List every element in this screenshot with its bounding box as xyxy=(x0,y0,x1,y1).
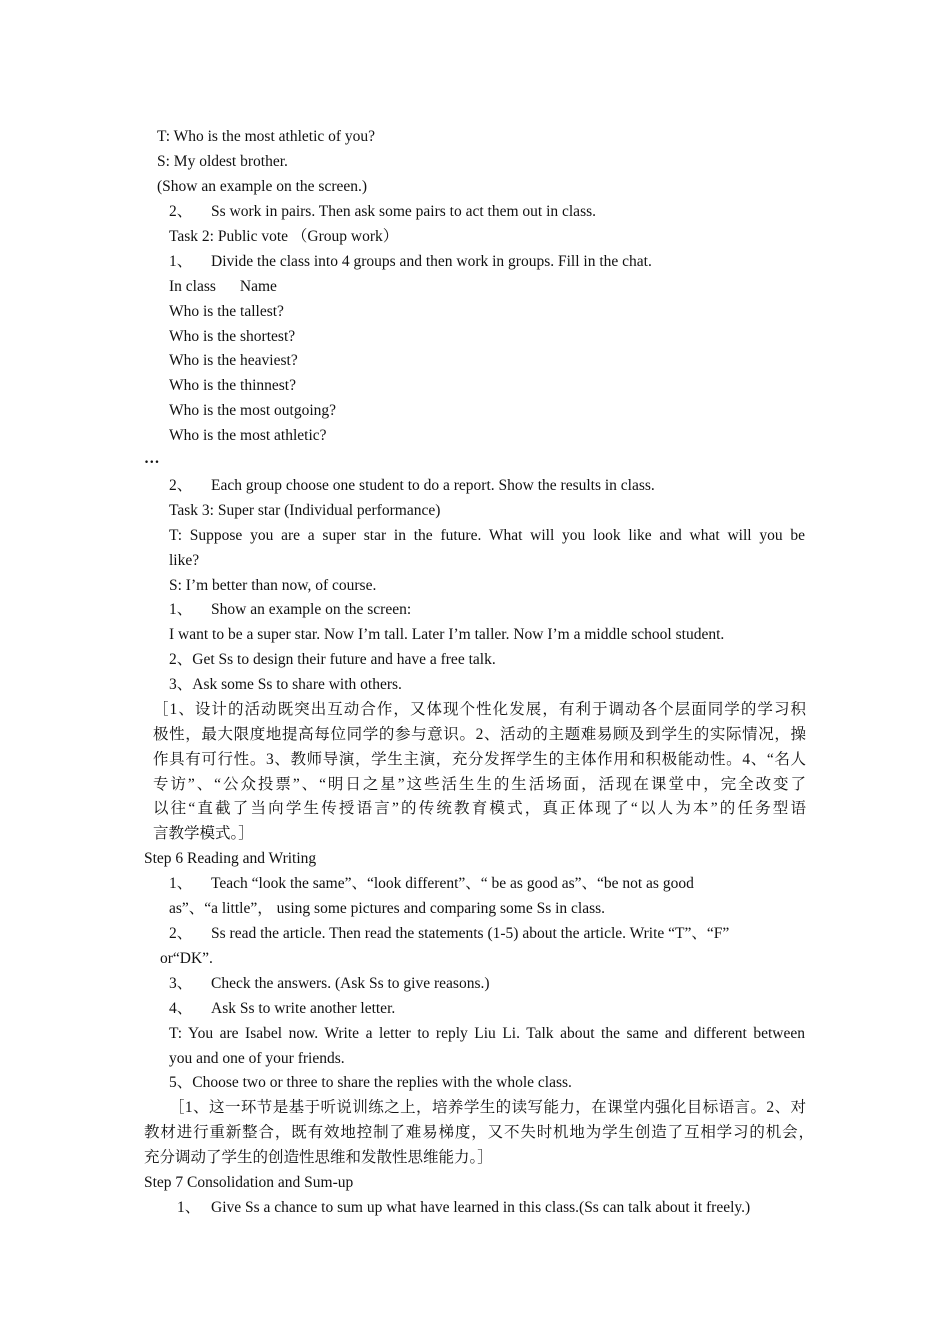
dialogue-line: S: My oldest brother. xyxy=(157,153,288,170)
item-text: Ss work in pairs. Then ask some pairs to act them out in class. xyxy=(211,203,597,220)
item-number: 2、 xyxy=(169,925,193,942)
text-line: as”、“a little”， using some pictures and comparing some Ss in class. xyxy=(169,900,606,917)
chart-header-col2: Name xyxy=(239,278,277,295)
text-line: I want to be a super star. Now I’m tall. Later I’m taller. Now I’m a middle school student. xyxy=(169,626,725,643)
text-line: or“DK”. xyxy=(160,950,213,967)
note-line: ［1、设计的活动既突出互动合作，又体现个性化发展，有利于调动各个层面同学的学习积 xyxy=(153,701,806,718)
item-number: 1、 xyxy=(169,875,193,892)
note-line: 极性，最大限度地提高每位同学的参与意识。2、活动的主题难易顾及到学生的实际情况，操 xyxy=(153,726,806,743)
item-text: Give Ss a chance to sum up what have learned in this class.(Ss can talk about it freely.) xyxy=(211,1199,751,1216)
chart-row: Who is the most athletic? xyxy=(169,427,327,444)
numbered-item xyxy=(169,974,490,994)
chart-row: Who is the thinnest? xyxy=(169,377,296,394)
item-text: Show an example on the screen: xyxy=(211,601,412,618)
numbered-item xyxy=(169,924,729,944)
dialogue-line: you and one of your friends. xyxy=(169,1050,345,1067)
note-line: ［1、这一环节是基于听说训练之上，培养学生的读写能力，在课堂内强化目标语言。2、对 xyxy=(169,1099,806,1116)
note-line: 教材进行重新整合，既有效地控制了难易梯度，又不失时机地为学生创造了互相学习的机会， xyxy=(144,1124,814,1141)
note-line: 言教学模式。］ xyxy=(153,825,254,842)
note-line: 以往“直截了当向学生传授语言”的传统教育模式，真正体现了“以人为本”的任务型语 xyxy=(153,800,806,817)
item-number: 4、 xyxy=(169,1000,193,1017)
dialogue-line: T: Suppose you are a super star in the future. What will you look like and what will you be xyxy=(169,527,805,544)
note-line: 作具有可行性。3、教师导演，学生主演，充分发挥学生的主体作用和积极能动性。4、“名人 xyxy=(153,751,806,768)
item-text: Ss read the article. Then read the statements (1-5) about the article. Write “T”、“F” xyxy=(211,925,730,942)
dialogue-line: S: I’m better than now, of course. xyxy=(169,577,377,594)
item-text: Each group choose one student to do a report. Show the results in class. xyxy=(211,477,655,494)
task-heading: Task 3: Super star (Individual performance) xyxy=(169,502,441,519)
chart-header xyxy=(169,277,277,297)
item-number: 2、 xyxy=(169,203,193,220)
chart-row: Who is the shortest? xyxy=(169,328,296,345)
item-number: 1、 xyxy=(177,1199,201,1216)
item-text: Check the answers. (Ask Ss to give reasons.) xyxy=(211,975,490,992)
dialogue-line: T: You are Isabel now. Write a letter to reply Liu Li. Talk about the same and different between xyxy=(169,1025,805,1042)
item-number: 2、 xyxy=(169,477,193,494)
numbered-item xyxy=(169,476,655,496)
numbered-item xyxy=(169,600,411,620)
numbered-item xyxy=(169,874,805,894)
note-line: 专访”、“公众投票”、“明日之星”这些活生生的生活场面，活现在课堂中，完全改变了 xyxy=(153,776,806,793)
numbered-item xyxy=(169,252,652,272)
item-text: Ask Ss to write another letter. xyxy=(211,1000,396,1017)
chart-header-col1: In class xyxy=(169,278,216,295)
chart-row: Who is the most outgoing? xyxy=(169,402,337,419)
item-text: Teach “look the same”、“look different”、“ be as good as”、“be not as good xyxy=(211,875,694,892)
step-heading: Step 7 Consolidation and Sum-up xyxy=(144,1174,354,1191)
item-number: 1、 xyxy=(169,601,193,618)
numbered-item xyxy=(177,1198,750,1218)
text-line: (Show an example on the screen.) xyxy=(157,178,368,195)
text-line: 5、Choose two or three to share the replies with the whole class. xyxy=(169,1074,572,1091)
chart-row: Who is the heaviest? xyxy=(169,352,298,369)
numbered-item xyxy=(169,999,395,1019)
note-line: 充分调动了学生的创造性思维和发散性思维能力。］ xyxy=(144,1149,493,1166)
dialogue-line: like? xyxy=(169,552,200,569)
task-heading: Task 2: Public vote （Group work） xyxy=(169,228,399,245)
dialogue-line: T: Who is the most athletic of you? xyxy=(157,128,376,145)
ellipsis: … xyxy=(144,450,160,467)
numbered-item xyxy=(169,202,596,222)
text-line: 2、Get Ss to design their future and have a free talk. xyxy=(169,651,496,668)
item-text: Divide the class into 4 groups and then work in groups. Fill in the chat. xyxy=(211,253,652,270)
chart-row: Who is the tallest? xyxy=(169,303,284,320)
step-heading: Step 6 Reading and Writing xyxy=(144,850,317,867)
item-number: 1、 xyxy=(169,253,193,270)
item-number: 3、 xyxy=(169,975,193,992)
text-line: 3、Ask some Ss to share with others. xyxy=(169,676,402,693)
